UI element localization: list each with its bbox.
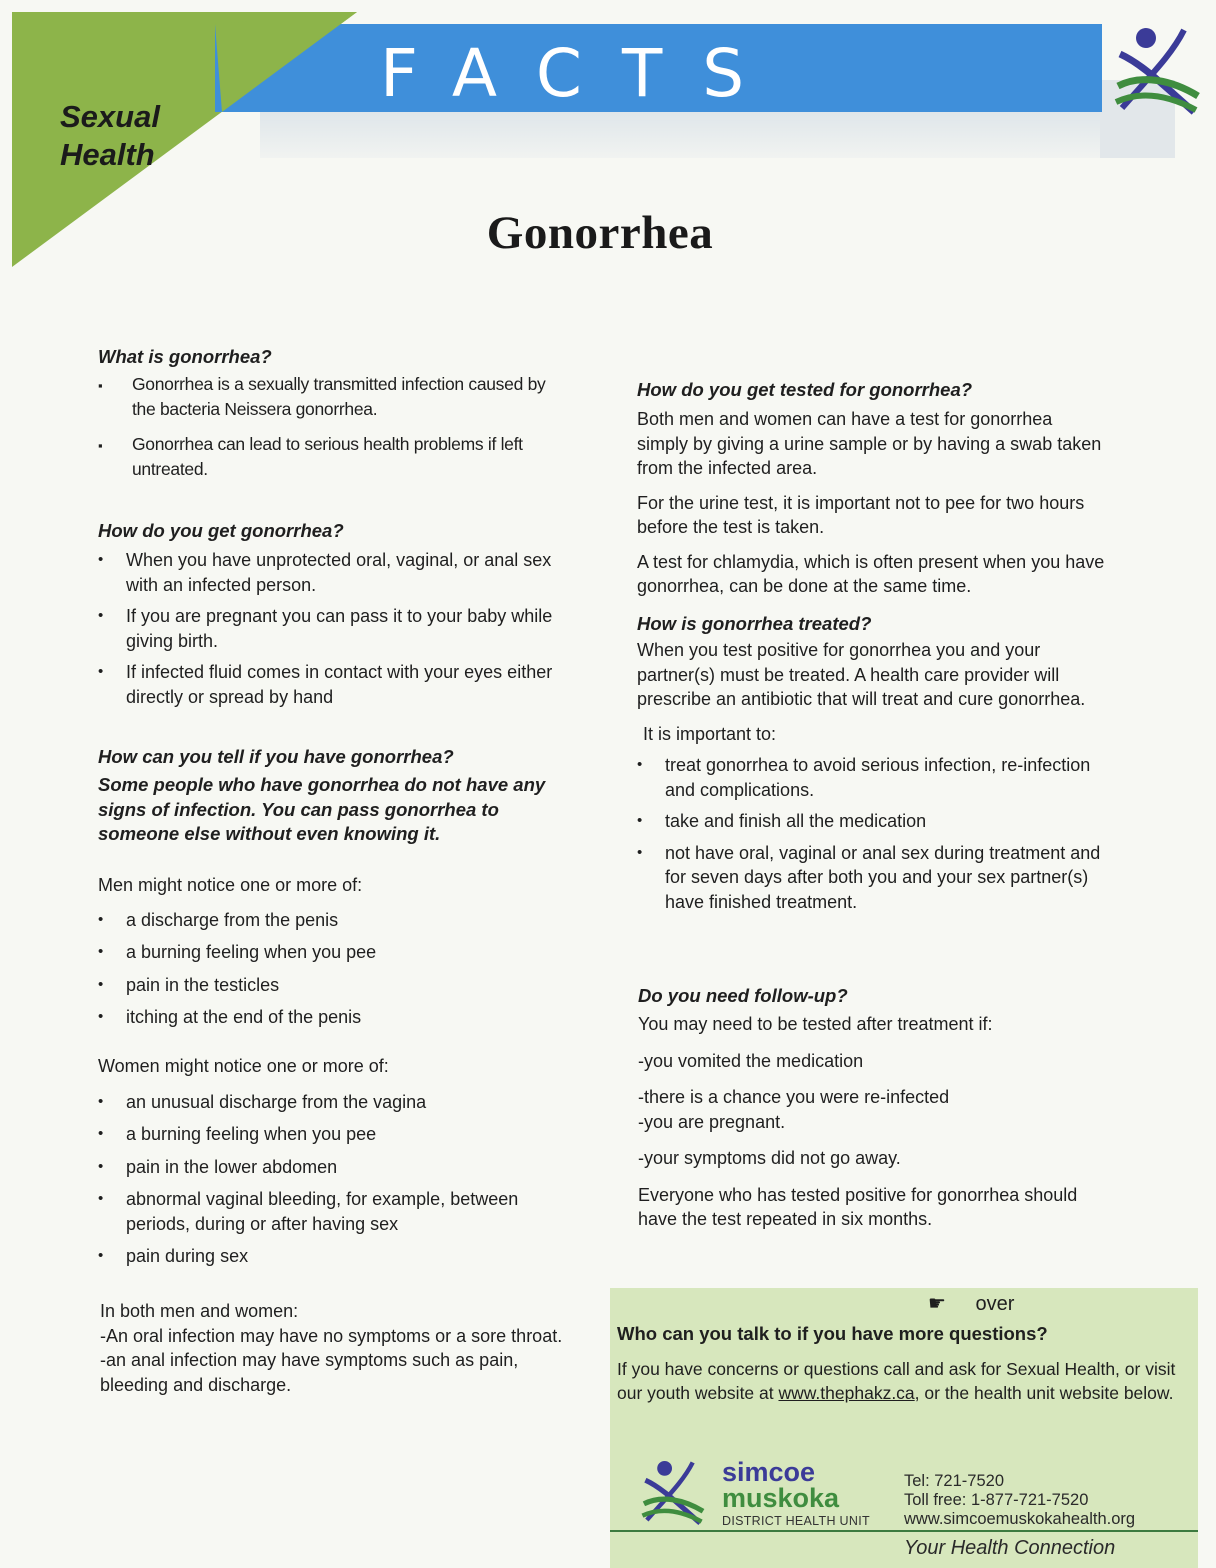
phone: Tel: 721-7520 <box>904 1472 1004 1490</box>
both-line-2: -An oral infection may have no symptoms or a sore throat. <box>100 1325 563 1346</box>
women-intro: Women might notice one or more of: <box>98 1056 389 1076</box>
health-unit-logo-icon <box>636 1458 708 1526</box>
list-item: • abnormal vaginal bleeding, for example, between periods, during or after having sex <box>98 1187 573 1236</box>
list-item: • pain in the lower abdomen <box>98 1155 573 1180</box>
panel-heading: Who can you talk to if you have more questions? <box>617 1323 1048 1344</box>
what-heading: What is gonorrhea? <box>98 346 272 367</box>
banner-word: FACTS <box>380 35 785 112</box>
panel-text <box>617 1322 1187 1406</box>
list-item: • pain in the testicles <box>98 973 568 998</box>
page-title: Gonorrhea <box>486 207 714 259</box>
over-indicator: ☛ over <box>928 1293 1015 1315</box>
list-item: • itching at the end of the penis <box>98 1005 568 1030</box>
panel-divider <box>610 1530 1198 1532</box>
tested-heading: How do you get tested for gonorrhea? <box>637 379 973 400</box>
list-item: • a burning feeling when you pee <box>98 940 568 965</box>
list-item: • If infected fluid comes in contact with your eyes either directly or spread by hand <box>98 660 570 709</box>
tested-p2: For the urine test, it is important not to pee for two hours before the test is taken. <box>637 492 1085 537</box>
list-item: ▪ Gonorrhea can lead to serious health problems if left untreated. <box>98 432 568 482</box>
section-tag: Sexual Health <box>60 99 160 172</box>
followup-line: -your symptoms did not go away. <box>638 1148 901 1168</box>
list-item: • When you have unprotected oral, vaginal, or anal sex with an infected person. <box>98 548 570 597</box>
tagline: Your Health Connection <box>904 1537 1116 1559</box>
header-band-shadow <box>260 112 1175 158</box>
treated-section <box>637 613 1107 914</box>
followup-closing: Everyone who has tested positive for gonorrhea should have the test repeated in six months. <box>638 1184 1078 1229</box>
list-item: • an unusual discharge from the vagina <box>98 1090 573 1115</box>
treated-intro: It is important to: <box>643 723 777 744</box>
men-section <box>98 873 568 1030</box>
tested-p3: A test for chlamydia, which is often present when you have gonorrhea, can be done at the same time. <box>637 551 1105 596</box>
list-item: • a burning feeling when you pee <box>98 1122 573 1147</box>
followup-section <box>638 985 1108 1232</box>
health-unit-website[interactable]: www.simcoemuskokahealth.org <box>904 1510 1136 1528</box>
tested-p1: Both men and women can have a test for gonorrhea simply by giving a urine sample or by having a swab taken from the infected area. <box>637 409 1102 478</box>
list-item: • treat gonorrhea to avoid serious infection, re-infection and complications. <box>637 753 1107 802</box>
toll-free: Toll free: 1-877-721-7520 <box>904 1491 1089 1509</box>
both-line-1: In both men and women: <box>100 1301 299 1321</box>
tell-heading: How can you tell if you have gonorrhea? <box>98 746 454 767</box>
list-item: ▪ Gonorrhea is a sexually transmitted infection caused by the bacteria Neissera gonorrhea. <box>98 372 568 422</box>
how-get-heading: How do you get gonorrhea? <box>98 520 344 541</box>
panel-body: If you have concerns or questions call and ask for Sexual Health, or visit our youth website at www.thephakz.ca, or the health unit website below. <box>617 1358 1176 1403</box>
both-section <box>100 1299 572 1397</box>
contact-details <box>904 1472 1135 1529</box>
tell-section <box>98 746 568 847</box>
list-item: • If you are pregnant you can pass it to your baby while giving birth. <box>98 604 570 653</box>
followup-intro: You may need to be tested after treatment if: <box>638 1014 993 1034</box>
what-section <box>98 346 568 482</box>
health-unit-logo-icon <box>1112 24 1200 116</box>
org-subtitle: DISTRICT HEALTH UNIT <box>722 1514 870 1528</box>
followup-line: -there is a chance you were re-infected <box>638 1087 950 1107</box>
pointing-hand-icon: ☛ <box>928 1293 946 1315</box>
list-item: • take and finish all the medication <box>637 809 1107 834</box>
org-name-muskoka: muskoka <box>722 1483 840 1513</box>
tested-section <box>637 379 1107 599</box>
tell-emphasis: Some people who have gonorrhea do not have any signs of infection. You can pass gonorrhea to someone else without even knowing it. <box>98 774 546 844</box>
how-get-section <box>98 520 570 709</box>
followup-heading: Do you need follow-up? <box>638 985 848 1006</box>
followup-line: -you vomited the medication <box>638 1050 864 1071</box>
men-intro: Men might notice one or more of: <box>98 875 363 895</box>
both-line-3: -an anal infection may have symptoms such as pain, bleeding and discharge. <box>100 1350 519 1395</box>
followup-line: -you are pregnant. <box>638 1111 786 1132</box>
org-name-simcoe: simcoe <box>722 1457 816 1487</box>
list-item: • pain during sex <box>98 1244 573 1269</box>
list-item: • not have oral, vaginal or anal sex during treatment and for seven days after both you and your sex partner(s) have finished treatment. <box>637 841 1107 915</box>
women-section <box>98 1054 573 1269</box>
treated-heading: How is gonorrhea treated? <box>637 613 872 634</box>
treated-p1: When you test positive for gonorrhea you and your partner(s) must be treated. A health care provider will prescribe an antibiotic that will treat and cure gonorrhea. <box>637 640 1086 709</box>
list-item: • a discharge from the penis <box>98 908 568 933</box>
youth-website-link[interactable]: www.thephakz.ca <box>778 1383 915 1403</box>
